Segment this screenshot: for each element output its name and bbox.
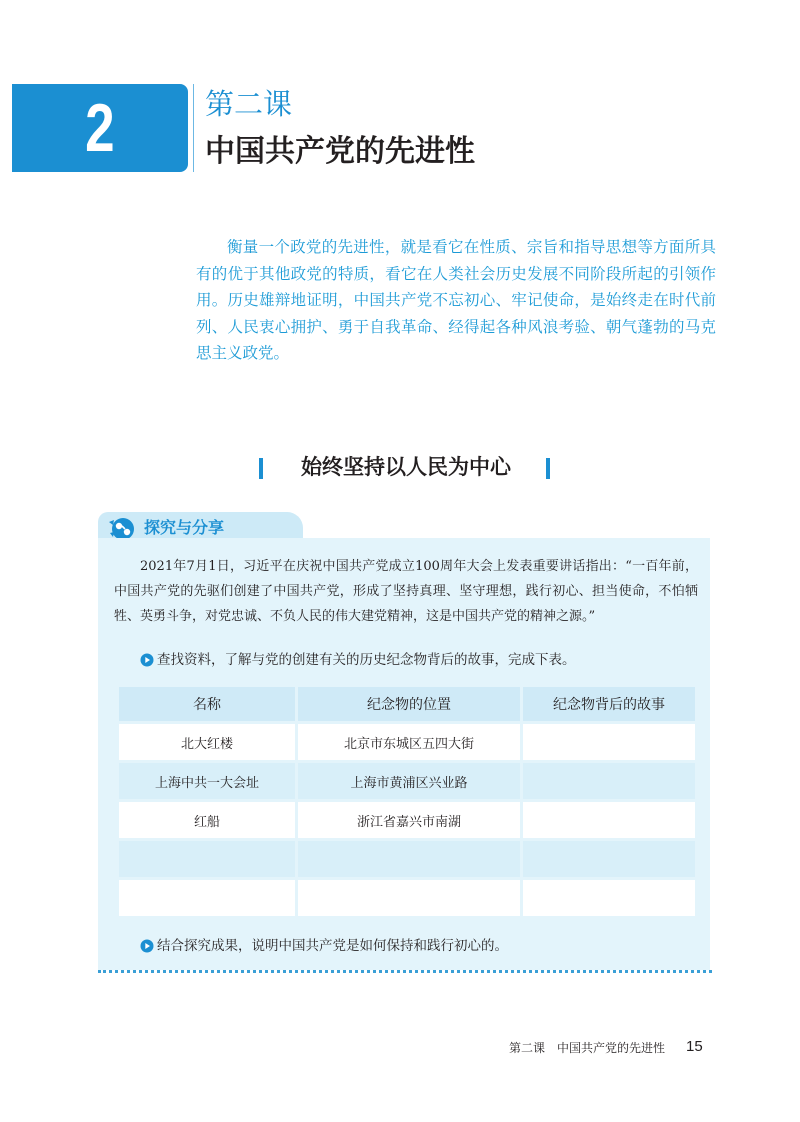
- table-cell-story[interactable]: [523, 763, 695, 799]
- table-cell-location[interactable]: [298, 880, 520, 916]
- intro-paragraph: 衡量一个政党的先进性，就是看它在性质、宗旨和指导思想等方面所具有的优于其他政党的特质，看它在人类社会历史发展不同阶段所起的引领作用。历史雄辩地证明，中国共产党不忘初心、牢记使命，是始终走在时代前列、人民衷心拥护、勇于自我革命、经得起各种风浪考验、朝气蓬勃的马克思主义政党。: [196, 238, 716, 362]
- table-cell-name: 上海中共一大会址: [119, 763, 295, 799]
- page-number: 15: [686, 1038, 703, 1055]
- table-cell-story[interactable]: [523, 724, 695, 760]
- play-circle-icon: [140, 653, 154, 667]
- section-bar-right: [546, 458, 550, 479]
- table-header-name: 名称: [119, 687, 295, 721]
- task-prompt-2: [140, 936, 508, 956]
- table-cell-story[interactable]: [523, 880, 695, 916]
- task-prompt-1: [140, 650, 576, 670]
- quote-paragraph: 2021年7月1日，习近平在庆祝中国共产党成立100周年大会上发表重要讲话指出：“一百年前，中国共产党的先驱们创建了中国共产党，形成了坚持真理、坚守理想，践行初心、担当使命，不怕牺牲、英勇斗争，对党忠诚、不负人民的伟大建党精神，这是中国共产党的精神之源。”: [114, 559, 698, 624]
- lesson-number: 2: [85, 90, 115, 166]
- table-row: [119, 802, 695, 838]
- lesson-title: 中国共产党的先进性: [205, 134, 475, 169]
- table-cell-name[interactable]: [119, 841, 295, 877]
- page-footer-title: 第二课 中国共产党的先进性: [509, 1041, 666, 1055]
- table-row: [119, 841, 695, 877]
- table-row: [119, 724, 695, 760]
- table-header-location: 纪念物的位置: [298, 687, 520, 721]
- section-title: 始终坚持以人民为中心: [301, 455, 511, 479]
- table-cell-story[interactable]: [523, 841, 695, 877]
- explore-panel: [98, 512, 712, 972]
- lesson-divider: [193, 84, 194, 172]
- explore-tab-label: 探究与分享: [144, 518, 225, 537]
- memorial-table: [116, 684, 698, 919]
- table-cell-story[interactable]: [523, 802, 695, 838]
- table-cell-location: 上海市黄浦区兴业路: [298, 763, 520, 799]
- table-row: [119, 763, 695, 799]
- play-circle-icon: [140, 939, 154, 953]
- lesson-number-block: [12, 84, 188, 172]
- table-cell-location: 浙江省嘉兴市南湖: [298, 802, 520, 838]
- lesson-subtitle: 第二课: [205, 87, 293, 121]
- table-cell-name: 红船: [119, 802, 295, 838]
- task-prompt-1-text: 查找资料，了解与党的创建有关的历史纪念物背后的故事，完成下表。: [157, 652, 576, 668]
- table-header-row: [119, 687, 695, 721]
- table-cell-name: 北大红楼: [119, 724, 295, 760]
- task-prompt-2-text: 结合探究成果，说明中国共产党是如何保持和践行初心的。: [157, 938, 508, 954]
- table-header-story: 纪念物背后的故事: [523, 687, 695, 721]
- section-heading: [256, 450, 556, 484]
- table-cell-location: 北京市东城区五四大街: [298, 724, 520, 760]
- explore-bottom-border: [98, 970, 712, 973]
- table-cell-location[interactable]: [298, 841, 520, 877]
- table-cell-name[interactable]: [119, 880, 295, 916]
- table-row: [119, 880, 695, 916]
